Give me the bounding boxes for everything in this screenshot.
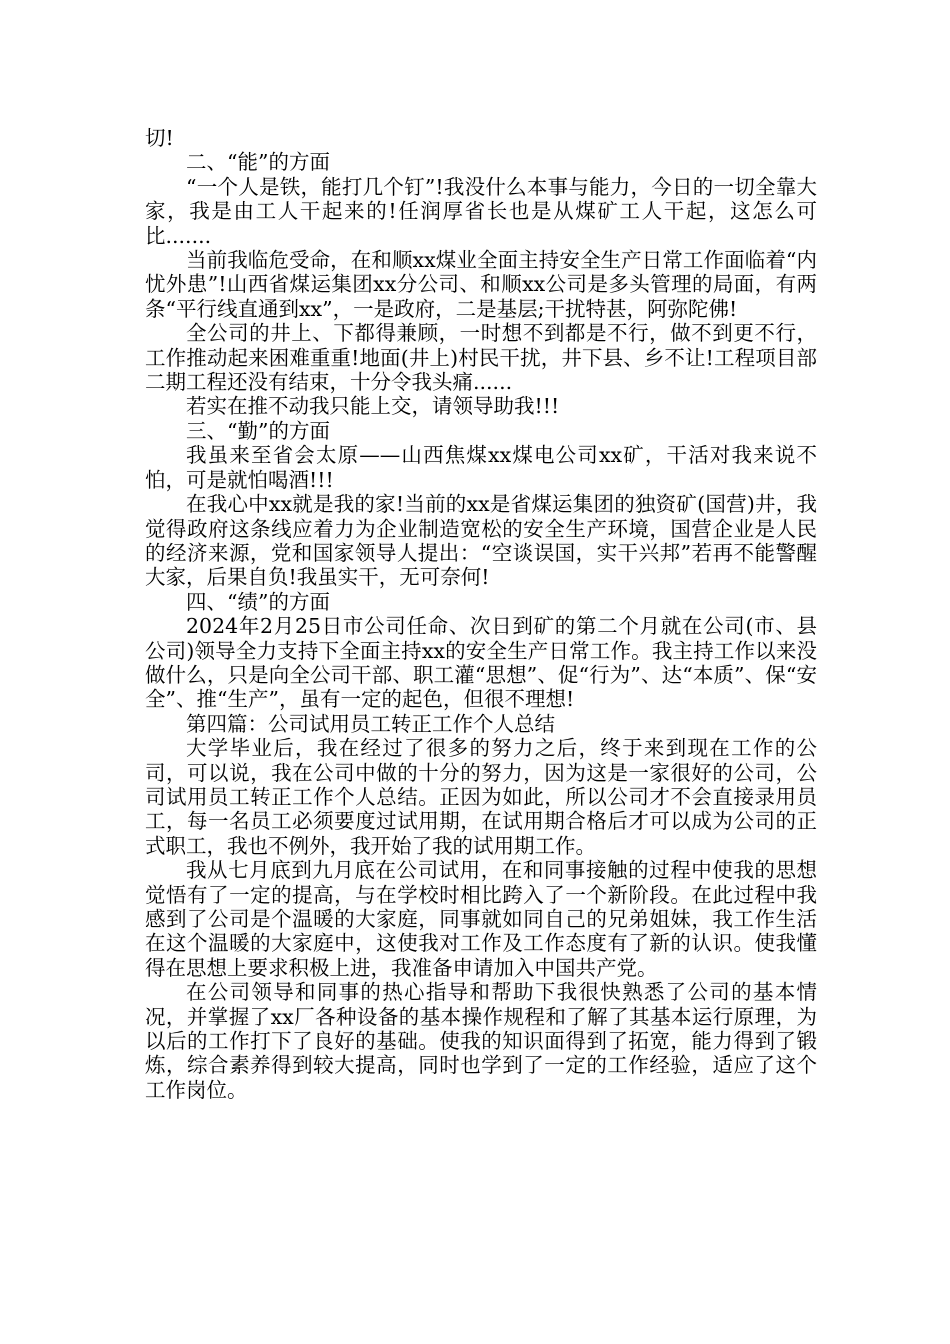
paragraph: 2024年2月25日市公司任命、次日到矿的第二个月就在公司(市、县公司)领导全力支持下全面主持xx的安全生产日常工作。我主持工作以来没做什么，只是向全公司干部、职工灌“思想”、促“行为”、达“本质”、保“安全”、推“生产”，虽有一定的起色，但很不理想! xyxy=(145,614,817,712)
section-heading-diligence: 三、“勤”的方面 xyxy=(186,418,330,443)
paragraph: 当前我临危受命，在和顺xx煤业全面主持安全生产日常工作面临着“内忧外患”!山西省煤运集团xx分公司、和顺xx公司是多头管理的局面，有两条“平行线直通到xx”，一是政府，二是基层;干扰特甚，阿弥陀佛! xyxy=(145,248,817,321)
paragraph: 我从七月底到九月底在公司试用，在和同事接触的过程中使我的思想觉悟有了一定的提高，与在学校时相比跨入了一个新阶段。在此过程中我感到了公司是个温暖的大家庭，同事就如同自己的兄弟姐妹，我工作生活在这个温暖的大家庭中，这使我对工作及工作态度有了新的认识。使我懂得在思想上要求积极上进，我准备申请加入中国共产党。 xyxy=(145,858,817,980)
paragraph: “一个人是铁，能打几个钉”!我没什么本事与能力，今日的一切全靠大家，我是由工人干起来的!任润厚省长也是从煤矿工人干起，这怎么可比....... xyxy=(145,174,817,248)
paragraph: 在我心中xx就是我的家!当前的xx是省煤运集团的独资矿(国营)井，我觉得政府这条线应着力为企业制造宽松的安全生产环境，国营企业是人民的经济来源，党和国家领导人提出：“空谈误国，实干兴邦”若再不能警醒大家，后果自负!我虽实干，无可奈何! xyxy=(145,492,817,590)
section-heading-ability: 二、“能”的方面 xyxy=(186,150,330,175)
section-heading-achievement: 四、“绩”的方面 xyxy=(186,589,330,614)
paragraph: 大学毕业后，我在经过了很多的努力之后，终于来到现在工作的公司，可以说，我在公司中做的十分的努力，因为这是一家很好的公司，公司试用员工转正工作个人总结。正因为如此，所以公司才不会直接录用员工，每一名员工必须要度过试用期，在试用期合格后才可以成为公司的正式职工，我也不例外，我开始了我的试用期工作。 xyxy=(145,736,817,858)
document-body xyxy=(145,126,817,1102)
paragraph: 我虽来至省会太原——山西焦煤xx煤电公司xx矿，干活对我来说不怕，可是就怕喝酒!!! xyxy=(145,443,817,492)
article-title: 第四篇：公司试用员工转正工作个人总结 xyxy=(186,711,555,736)
paragraph: 全公司的井上、下都得兼顾，一时想不到都是不行，做不到更不行，工作推动起来困难重重!地面(井上)村民干扰，井下县、乡不让!工程项目部二期工程还没有结束，十分令我头痛...... xyxy=(145,321,817,395)
paragraph-continuation: 切! xyxy=(145,126,174,150)
paragraph: 在公司领导和同事的热心指导和帮助下我很快熟悉了公司的基本情况，并掌握了xx厂各种设备的基本操作规程和了解了其基本运行原理，为以后的工作打下了良好的基础。使我的知识面得到了拓宽，能力得到了锻炼，综合素养得到较大提高，同时也学到了一定的工作经验，适应了这个工作岗位。 xyxy=(145,980,817,1102)
paragraph: 若实在推不动我只能上交，请领导助我!!! xyxy=(186,394,560,419)
